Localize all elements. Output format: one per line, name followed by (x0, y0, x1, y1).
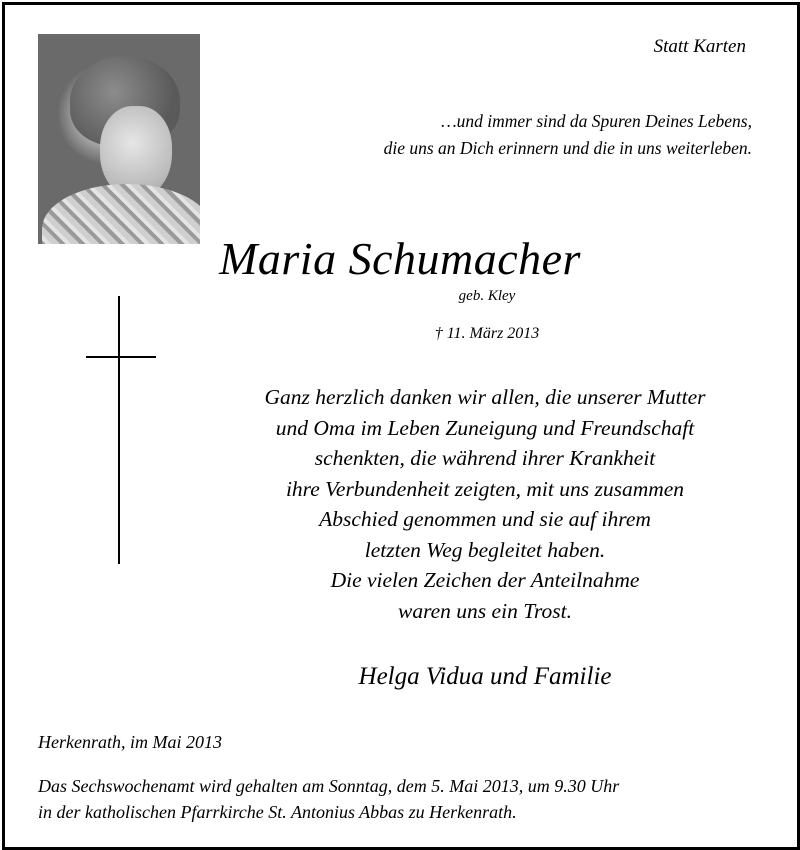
thanks-line: Abschied genommen und sie auf ihrem (319, 507, 651, 531)
birth-name: geb. Kley (458, 288, 516, 304)
thanks-line: Ganz herzlich danken wir allen, die unserer Mutter (264, 385, 706, 409)
quote-line-1: …und immer sind da Spuren Deines Lebens, (441, 111, 752, 131)
cross-icon-bar (86, 356, 156, 358)
mass-line-1: Das Sechswochenamt wird gehalten am Sonntag, dem 5. Mai 2013, um 9.30 Uhr (38, 776, 620, 796)
thanks-text (200, 382, 770, 626)
statt-karten-label: Statt Karten (653, 36, 746, 57)
mass-line-2: in der katholischen Pfarrkirche St. Antonius Abbas zu Herkenrath. (38, 802, 517, 822)
place-date: Herkenrath, im Mai 2013 (38, 732, 222, 752)
thanks-line: letzten Weg begleitet haben. (364, 537, 606, 562)
thanks-line: waren uns ein Trost. (397, 598, 572, 623)
family-signature: Helga Vidua und Familie (358, 663, 612, 690)
portrait-photo (38, 34, 200, 244)
cross-icon (118, 296, 120, 564)
deceased-name: Maria Schumacher (219, 233, 581, 284)
thanks-line: Die vielen Zeichen der Anteilnahme (330, 568, 640, 592)
quote-line-2: die uns an Dich erinnern und die in uns weiterleben. (383, 138, 752, 158)
memorial-quote (384, 108, 752, 162)
thanks-line: und Oma im Leben Zuneigung und Freundschaft (275, 415, 695, 440)
thanks-line: schenkten, die während ihrer Krankheit (314, 446, 656, 470)
thanks-line: ihre Verbundenheit zeigten, mit uns zusammen (285, 476, 685, 501)
mass-announcement (38, 773, 619, 825)
death-date: † 11. März 2013 (434, 325, 540, 342)
